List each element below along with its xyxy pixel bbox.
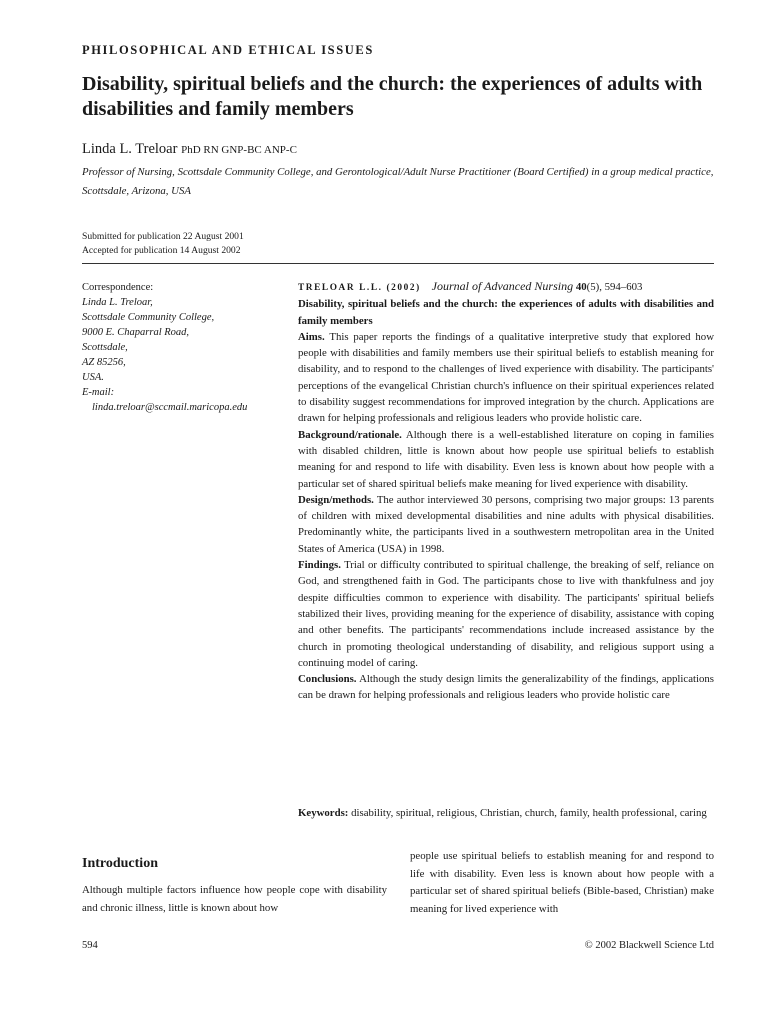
author-qualifications: PhD RN GNP-BC ANP-C — [181, 144, 297, 156]
correspondence-line: AZ 85256, — [82, 357, 126, 368]
journal-volume: 40 — [575, 281, 587, 293]
findings-text: Trial or difficulty contributed to spiritual challenge, the breaking of self, reliance on God, and strengthened faith in God. The participants chose to live with thankfulness and joy despite difficulties common to experience with disability. The participants' spiritual beliefs stabilized their lives, providing meaning for the experience of disability, assistance with coping and other benefits. The participants' recommendations include increased assistance by the church in promoting theological understanding of disability, and religious support using a continuing model of caring. — [298, 559, 714, 669]
journal-issue-pages: (5), 594–603 — [586, 281, 643, 293]
header-divider — [82, 263, 714, 264]
keywords-label: Keywords: — [298, 807, 349, 819]
author-affiliation: Professor of Nursing, Scottsdale Community College, and Gerontological/Adult Nurse Practitioner (Board Certified) in a group medical practice, Scottsdale, Arizona, USA — [82, 166, 714, 197]
design-text: The author interviewed 30 persons, comprising two major groups: 13 parents of children with mixed developmental disabilities and nine adults with physical disabilities. Predominantly white, the participants lived in a southwestern metropolitan area in the United States of America (USA) in 1998. — [298, 493, 714, 555]
abstract-aims — [298, 329, 714, 427]
article-title: Disability, spiritual beliefs and the church: the experiences of adults with disabilities and family members — [82, 73, 703, 120]
journal-name: Journal of Advanced Nursing — [431, 279, 574, 293]
abstract — [298, 278, 714, 704]
aims-label: Aims. — [298, 330, 325, 343]
copyright-notice: © 2002 Blackwell Science Ltd — [584, 940, 714, 951]
introduction-column-right: people use spiritual beliefs to establish meaning for and respond to life with disability. Even less is known about how people with a particular set of shared spiritual beliefs (Bible-based, Christian) make meaning for lived experience with — [410, 850, 714, 915]
section-heading: PHILOSOPHICAL AND ETHICAL ISSUES — [82, 43, 374, 57]
background-text: Although there is a well-established literature on coping in families with disabled children, little is known about how people use spiritual beliefs to establish meaning for and respond to life with disability. Even less is known about how people with a particular set of shared spiritual beliefs make meaning for lived experience with disability. — [298, 428, 715, 490]
abstract-conclusions — [298, 671, 714, 704]
conclusions-label: Conclusions. — [298, 673, 357, 686]
correspondence-line: Scottsdale, — [82, 342, 128, 353]
abstract-findings — [298, 557, 714, 671]
abstract-citation — [298, 278, 714, 296]
citation-authors: TRELOAR L.L. (2002) — [298, 283, 421, 293]
author-name: Linda L. Treloar — [82, 141, 178, 157]
keywords — [298, 805, 714, 821]
submitted-date: Submitted for publication 22 August 2001 — [82, 231, 244, 242]
findings-label: Findings. — [298, 559, 341, 572]
correspondence-line: Linda L. Treloar, — [82, 297, 153, 308]
introduction-heading: Introduction — [82, 856, 158, 871]
correspondence-label: Correspondence: — [82, 282, 154, 293]
correspondence-line: 9000 E. Chaparral Road, — [82, 327, 190, 338]
email-label: E-mail: — [82, 387, 115, 398]
accepted-date: Accepted for publication 14 August 2002 — [82, 245, 241, 256]
introduction-column-left: Although multiple factors influence how people cope with disability and chronic illness, little is known about how — [82, 884, 387, 914]
conclusions-text: Although the study design limits the generalizability of the findings, applications can be drawn for helping professionals and religious leaders who provide holistic care — [298, 673, 714, 702]
publication-dates — [82, 230, 244, 258]
background-label: Background/rationale. — [298, 428, 402, 441]
abstract-design — [298, 492, 714, 557]
aims-text: This paper reports the findings of a qualitative interpretive study that explored how people with disabilities and family members use their spiritual beliefs to establish meaning for disability, and to respond to the challenges of lived experience with disability. The participants' perceptions of the evangelical Christian church's influence on their spiritual experiences related to disability suggest recommendations for improved integration by the church. Applications are drawn for helping professionals and religious leaders who provide holistic care. — [298, 330, 714, 425]
correspondence-block — [82, 280, 282, 415]
design-label: Design/methods. — [298, 493, 374, 506]
correspondence-line: Scottsdale Community College, — [82, 312, 215, 323]
abstract-background — [298, 427, 714, 492]
abstract-title: Disability, spiritual beliefs and the church: the experiences of adults with disabilities and family members — [298, 298, 714, 327]
correspondence-line: USA. — [82, 372, 104, 383]
page-number: 594 — [82, 940, 98, 951]
keywords-text: disability, spiritual, religious, Christian, church, family, health professional, caring — [351, 807, 707, 819]
email-link[interactable]: linda.treloar@sccmail.maricopa.edu — [92, 402, 248, 413]
author-line — [82, 141, 297, 158]
